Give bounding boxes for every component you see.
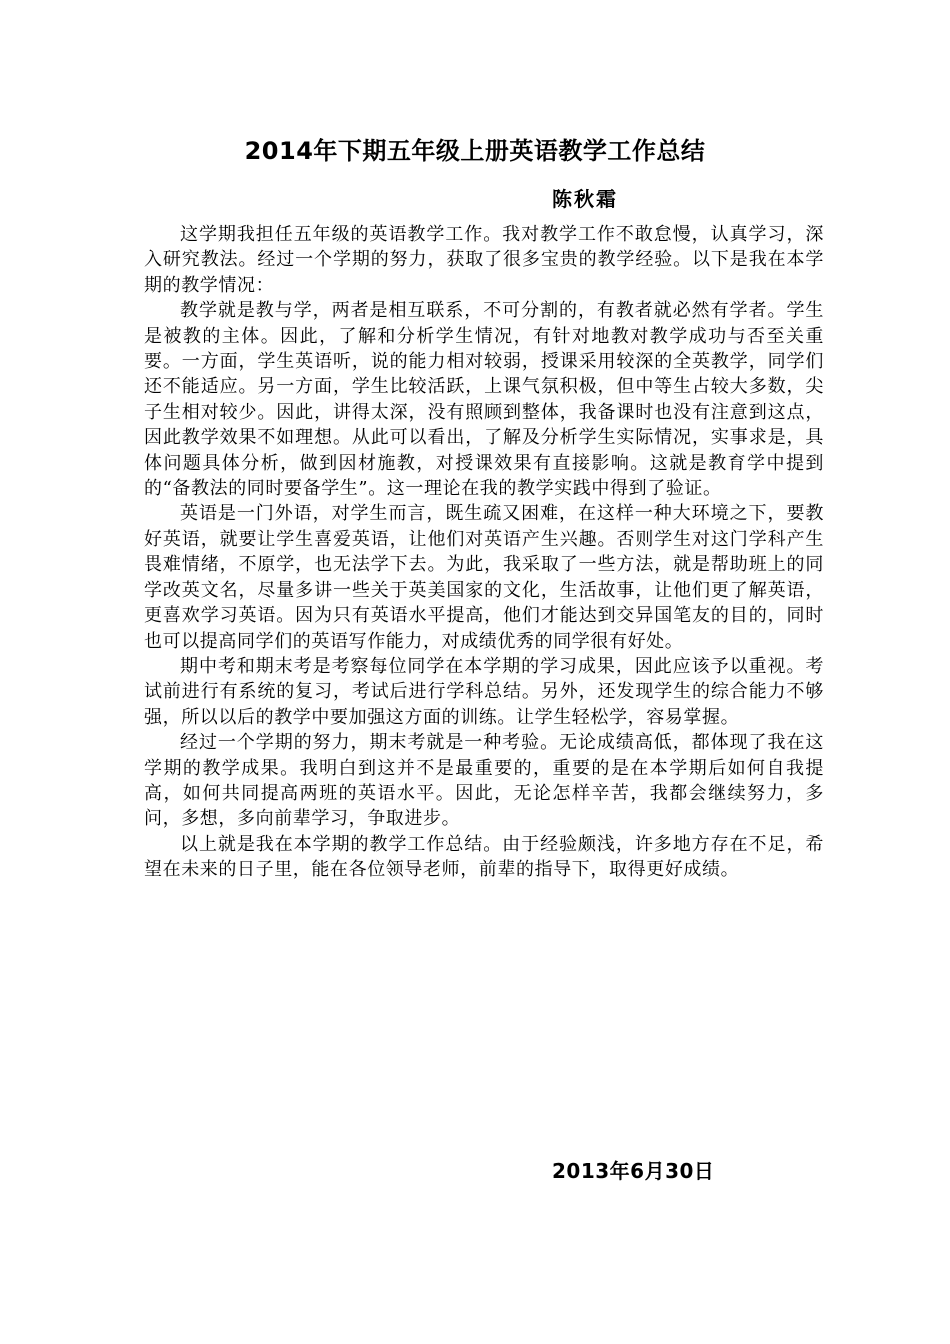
paragraph-intro: 这学期我担任五年级的英语教学工作。我对教学工作不敢怠慢，认真学习，深入研究教法。经过一个学期的努力，获取了很多宝贵的教学经验。以下是我在本学期的教学情况：	[144, 224, 824, 296]
paragraph-exams: 期中考和期末考是考察每位同学在本学期的学习成果，因此应该予以重视。考试前进行有系统的复习，考试后进行学科总结。另外，还发现学生的综合能力不够强，所以以后的教学中要加强这方面的训练。让学生轻松学，容易掌握。	[144, 655, 824, 728]
paragraph-effort: 经过一个学期的努力，期末考就是一种考验。无论成绩高低，都体现了我在这学期的教学成果。我明白到这并不是最重要的，重要的是在本学期后如何自我提高，如何共同提高两班的英语水平。因此，无论怎样辛苦，我都会继续努力，多问，多想，多向前辈学习，争取进步。	[144, 732, 824, 830]
paragraph-teaching-and-learning: 教学就是教与学，两者是相互联系，不可分割的，有教者就必然有学者。学生是被教的主体。因此，了解和分析学生情况，有针对地教对教学成功与否至关重要。一方面，学生英语听，说的能力相对较弱，授课采用较深的全英教学，同学们还不能适应。另一方面，学生比较活跃，上课气氛积极，但中等生占较大多数，尖子生相对较少。因此，讲得太深，没有照顾到整体，我备课时也没有注意到这点，因此教学效果不如理想。从此可以看出，了解及分析学生实际情况，实事求是，具体问题具体分析，做到因材施教，对授课效果有直接影响。这就是教育学中提到的“备教法的同时要备学生”。这一理论在我的教学实践中得到了验证。	[144, 300, 824, 500]
document-date: 2013年6月30日	[552, 1159, 715, 1183]
document-body	[144, 222, 824, 883]
paragraph-conclusion: 以上就是我在本学期的教学工作总结。由于经验颇浅，许多地方存在不足，希望在未来的日子里，能在各位领导老师，前辈的指导下，取得更好成绩。	[144, 833, 824, 881]
document-title: 2014年下期五年级上册英语教学工作总结	[244, 137, 706, 165]
paragraph-interest: 英语是一门外语，对学生而言，既生疏又困难，在这样一种大环境之下，要教好英语，就要让学生喜爱英语，让他们对英语产生兴趣。否则学生对这门学科产生畏难情绪，不原学，也无法学下去。为此，我采取了一些方法，就是帮助班上的同学改英文名，尽量多讲一些关于英美国家的文化，生活故事，让他们更了解英语，更喜欢学习英语。因为只有英语水平提高，他们才能达到交异国笔友的目的，同时也可以提高同学们的英语写作能力，对成绩优秀的同学很有好处。	[144, 503, 824, 652]
author-name: 陈秋霜	[552, 187, 618, 211]
